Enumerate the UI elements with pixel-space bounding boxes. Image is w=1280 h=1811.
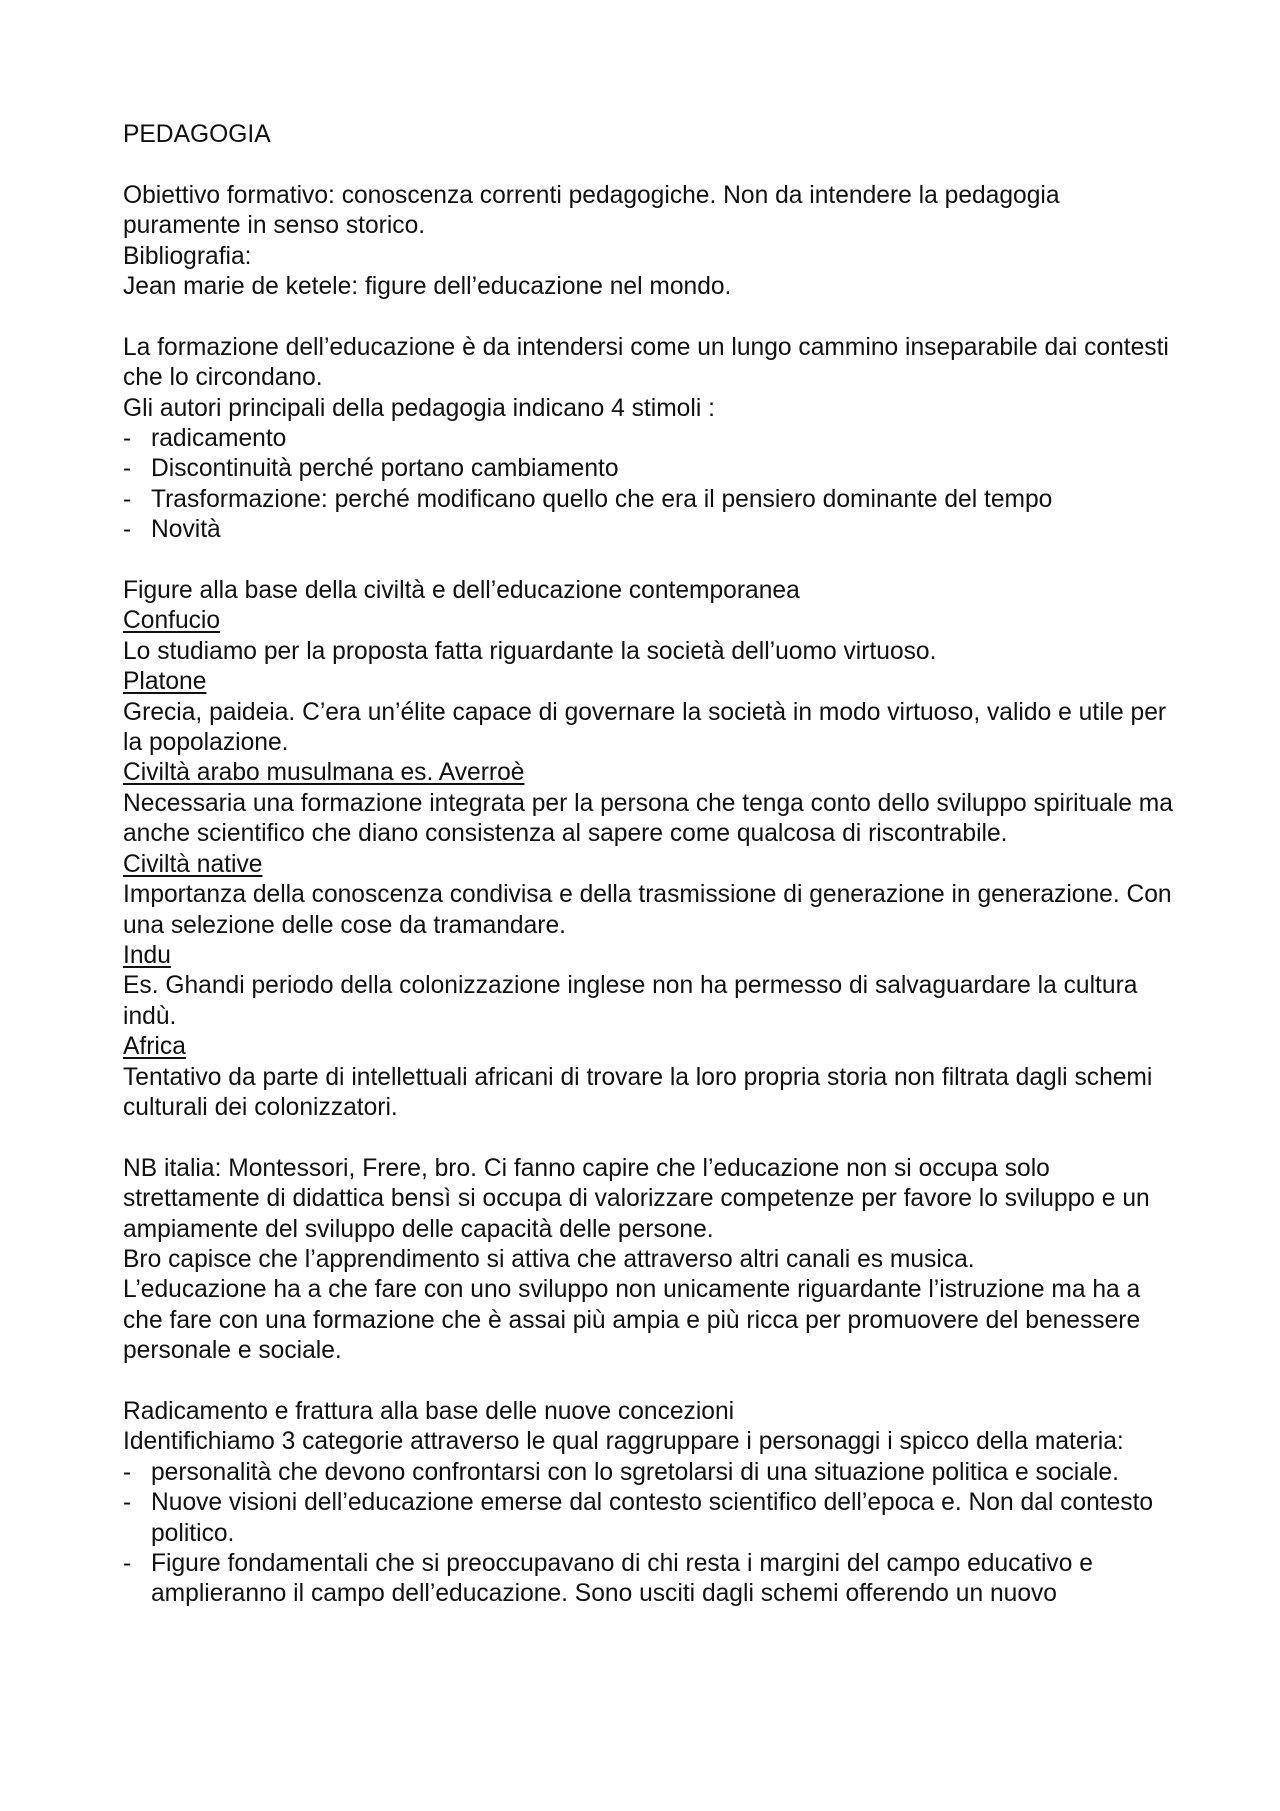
figure-title: Confucio	[123, 607, 221, 635]
figure-text: Necessaria una formazione integrata per la persona che tenga conto dello sviluppo spirituale ma anche scientifico che diano consistenza al sapere come qualcosa di riscontrabile.	[123, 789, 1173, 848]
figure-text: Tentativo da parte di intellettuali africani di trovare la loro propria storia non filtrata dagli schemi culturali dei colonizzatori.	[123, 1063, 1153, 1121]
roots-intro: Identifichiamo 3 categorie attraverso le qual raggruppare i personaggi i spicco della materia:	[123, 1428, 1124, 1456]
roots-heading: Radicamento e frattura alla base delle nuove concezioni	[123, 1397, 735, 1425]
figure-section	[123, 667, 1183, 758]
nb-paragraph: L’educazione ha a che fare con uno sviluppo non unicamente riguardante l’istruzione ma ha a che fare con una formazione che è assai più ampia e più ricca per promuovere del benessere personale e sociale.	[123, 1276, 1141, 1365]
spacer	[123, 1367, 1183, 1397]
dash-bullet: -	[123, 1458, 132, 1486]
figure-text: Es. Ghandi periodo della colonizzazione inglese non ha permesso di salvaguardare la cultura indù.	[123, 972, 1138, 1030]
spacer	[123, 546, 1183, 576]
categories-list	[123, 1458, 1183, 1610]
dash-bullet: -	[123, 1550, 132, 1578]
dash-bullet: -	[123, 425, 132, 453]
dash-bullet: -	[123, 455, 132, 483]
figure-section	[123, 606, 1183, 667]
nb-paragraph: Bro capisce che l’apprendimento si attiva che attraverso altri canali es musica.	[123, 1245, 975, 1273]
bibliography-entry: Jean marie de ketele: figure dell’educazione nel mondo.	[123, 273, 732, 301]
list-item-text: Discontinuità perché portano cambiamento	[151, 455, 619, 483]
page-title: PEDAGOGIA	[123, 121, 271, 148]
list-item	[123, 1488, 1183, 1549]
list-item	[123, 424, 1183, 454]
bibliography-label: Bibliografia:	[123, 242, 252, 270]
list-item	[123, 485, 1183, 515]
list-item	[123, 454, 1183, 484]
spacer	[123, 150, 1183, 180]
stimuli-intro: Gli autori principali della pedagogia indicano 4 stimoli :	[123, 394, 715, 422]
list-item-text: radicamento	[151, 425, 287, 453]
objective-text: Obiettivo formativo: conoscenza correnti pedagogiche. Non da intendere la pedagogia puramente in senso storico.	[123, 181, 1060, 240]
list-item	[123, 1458, 1183, 1488]
figure-section	[123, 1032, 1183, 1123]
figure-title: Civiltà arabo musulmana es. Averroè	[123, 759, 525, 787]
dash-bullet: -	[123, 516, 132, 544]
document-page	[123, 120, 1183, 1610]
list-item-text: Figure fondamentali che si preoccupavano di chi resta i margini del campo educativo e amplieranno il campo dell’educazione. Sono usciti dagli schemi offerendo un nuovo	[151, 1550, 1093, 1608]
figure-title: Africa	[123, 1033, 186, 1061]
figure-title: Civiltà native	[123, 850, 263, 878]
formation-paragraph: La formazione dell’educazione è da intendersi come un lungo cammino inseparabile dai contesti che lo circondano.	[123, 333, 1169, 392]
dash-bullet: -	[123, 1489, 132, 1517]
list-item	[123, 1549, 1183, 1610]
figure-text: Lo studiamo per la proposta fatta riguardante la società dell’uomo virtuoso.	[123, 637, 937, 665]
stimuli-list	[123, 424, 1183, 546]
figure-section	[123, 758, 1183, 849]
nb-paragraph: NB italia: Montessori, Frere, bro. Ci fanno capire che l’educazione non si occupa solo strettamente di didattica bensì si occupa di valorizzare competenze per favore lo sviluppo e un ampiamente del sviluppo delle capacità delle persone.	[123, 1154, 1150, 1243]
figure-title: Indu	[123, 941, 171, 969]
list-item-text: Nuove visioni dell’educazione emerse dal contesto scientifico dell’epoca e. Non dal contesto politico.	[151, 1489, 1154, 1547]
list-item	[123, 515, 1183, 545]
list-item-text: personalità che devono confrontarsi con lo sgretolarsi di una situazione politica e sociale.	[151, 1458, 1119, 1486]
dash-bullet: -	[123, 485, 132, 513]
figures-heading: Figure alla base della civiltà e dell’educazione contemporanea	[123, 577, 800, 605]
list-item-text: Novità	[151, 516, 221, 544]
figure-title: Platone	[123, 668, 207, 696]
figure-text: Grecia, paideia. C’era un’élite capace di governare la società in modo virtuoso, valido e utile per la popolazione.	[123, 698, 1167, 757]
figure-text: Importanza della conoscenza condivisa e della trasmissione di generazione in generazione. Con una selezione delle cose da tramandare.	[123, 881, 1172, 939]
figure-section	[123, 941, 1183, 1032]
figure-section	[123, 850, 1183, 941]
spacer	[123, 302, 1183, 332]
spacer	[123, 1123, 1183, 1153]
list-item-text: Trasformazione: perché modificano quello che era il pensiero dominante del tempo	[151, 485, 1053, 513]
